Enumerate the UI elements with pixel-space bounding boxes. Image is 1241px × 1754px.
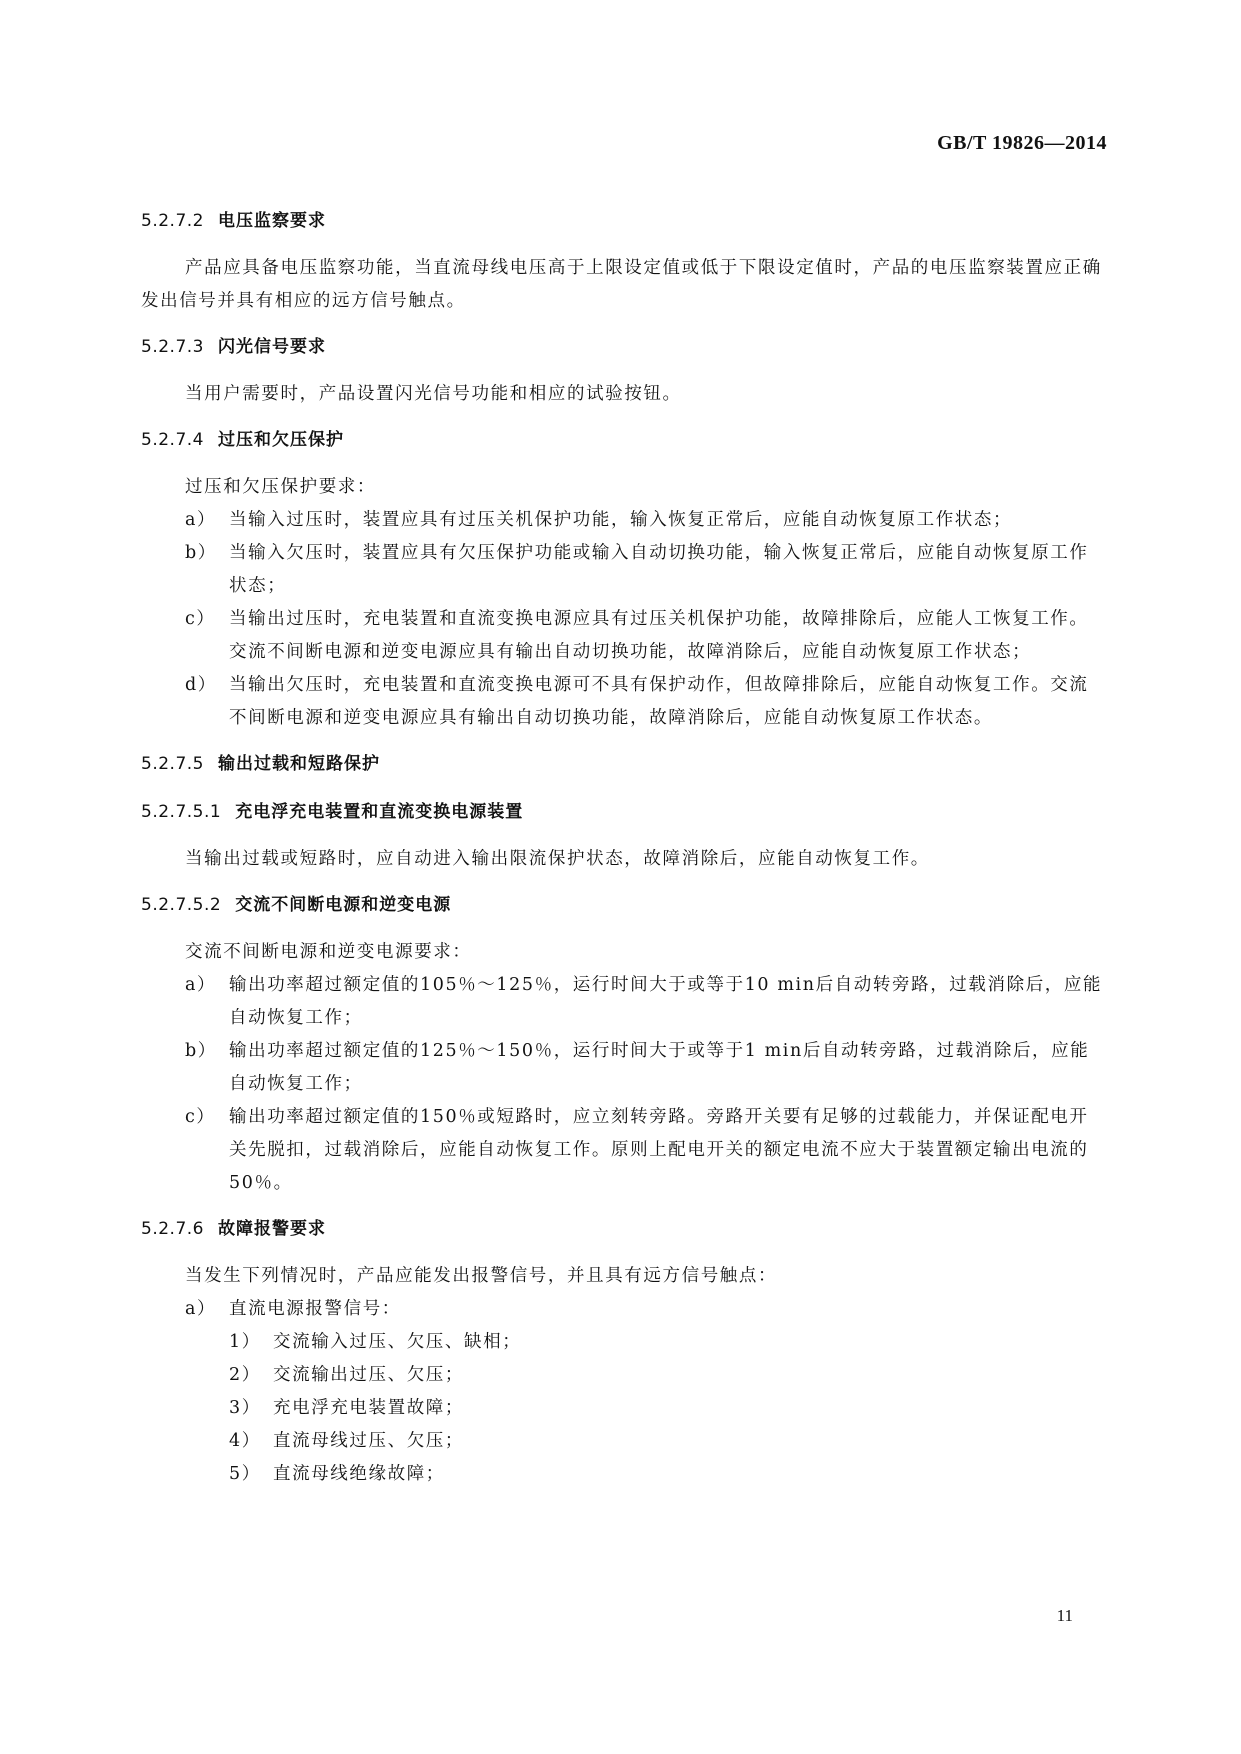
section-number: 5.2.7.3 [141,337,204,357]
section-number: 5.2.7.6 [141,1219,204,1239]
sub-list-label: 5） [229,1464,261,1484]
section-number: 5.2.7.5.2 [141,895,222,915]
sub-list-label: 3） [229,1398,261,1418]
list-label: a） [185,510,217,530]
paragraph: 产品应具备电压监察功能，当直流母线电压高于上限设定值或低于下限设定值时，产品的电压监察装置应正确发出信号并具有相应的远方信号触点。 [141,258,1102,311]
sub-list-label: 1） [229,1332,261,1352]
list-intro: 交流不间断电源和逆变电源要求： [185,942,472,962]
list-text: 输出功率超过额定值的105％～125％，运行时间大于或等于10 min后自动转旁路，过载消除后，应能自动恢复工作； [229,975,1103,1028]
section-title: 输出过载和短路保护 [217,754,380,774]
section-heading-5-2-7-5 [141,747,1107,781]
page-content [141,204,1107,1491]
list [141,969,1107,1200]
list-item [141,1101,1107,1200]
list-label: c） [185,1107,216,1127]
paragraph: 当输出过载或短路时，应自动进入输出限流保护状态，故障消除后，应能自动恢复工作。 [185,849,930,869]
list-item [141,1035,1107,1101]
list-label: b） [185,1041,217,1061]
list-item [141,969,1107,1035]
section-number: 5.2.7.2 [141,211,204,231]
list-label: d） [185,675,217,695]
section-heading-5-2-7-5-2 [141,888,1107,922]
sub-list-text: 交流输入过压、欠压、缺相； [273,1332,522,1352]
section-title: 故障报警要求 [217,1219,326,1239]
list-item [141,537,1107,603]
list-intro: 当发生下列情况时，产品应能发出报警信号，并且具有远方信号触点： [185,1266,778,1286]
section-heading-5-2-7-2 [141,204,1107,238]
section-title: 电压监察要求 [217,211,326,231]
standard-code: GB/T 19826—2014 [937,132,1107,154]
list [141,504,1107,735]
sub-list-text: 充电浮充电装置故障； [273,1398,464,1418]
list-text: 直流电源报警信号： [229,1299,401,1319]
sub-list-label: 4） [229,1431,261,1451]
list-item [141,669,1107,735]
section-number: 5.2.7.5 [141,754,204,774]
section-title: 充电浮充电装置和直流变换电源装置 [235,802,524,822]
section-heading-5-2-7-4 [141,423,1107,457]
list-label: a） [185,1299,217,1319]
sub-list-item [141,1326,1107,1359]
section-number: 5.2.7.4 [141,430,204,450]
list-label: c） [185,609,216,629]
section-heading-5-2-7-6 [141,1212,1107,1246]
list-text: 当输出欠压时，充电装置和直流变换电源可不具有保护动作，但故障排除后，应能自动恢复工作。交流不间断电源和逆变电源应具有输出自动切换功能，故障消除后，应能自动恢复原工作状态。 [229,675,1089,728]
sub-list-item [141,1425,1107,1458]
sub-list-item [141,1359,1107,1392]
list-text: 当输入欠压时，装置应具有欠压保护功能或输入自动切换功能，输入恢复正常后，应能自动恢复原工作状态； [229,543,1089,596]
list-text: 输出功率超过额定值的125％～150％，运行时间大于或等于1 min后自动转旁路，过载消除后，应能自动恢复工作； [229,1041,1090,1094]
list-item [141,504,1107,537]
section-title: 过压和欠压保护 [217,430,344,450]
list-item [141,603,1107,669]
sub-list-label: 2） [229,1365,261,1385]
list-text: 输出功率超过额定值的150％或短路时，应立刻转旁路。旁路开关要有足够的过载能力，并保证配电开关先脱扣，过载消除后，应能自动恢复工作。原则上配电开关的额定电流不应大于装置额定输出电流的50％。 [229,1107,1089,1193]
section-title: 交流不间断电源和逆变电源 [235,895,452,915]
section-heading-5-2-7-3 [141,330,1107,364]
list-label: b） [185,543,217,563]
sub-list-item [141,1458,1107,1491]
list-text: 当输入过压时，装置应具有过压关机保护功能，输入恢复正常后，应能自动恢复原工作状态； [229,510,1013,530]
section-number: 5.2.7.5.1 [141,802,222,822]
list-text: 当输出过压时，充电装置和直流变换电源应具有过压关机保护功能，故障排除后，应能人工恢复工作。交流不间断电源和逆变电源应具有输出自动切换功能，故障消除后，应能自动恢复原工作状态； [229,609,1089,662]
sub-list-text: 直流母线绝缘故障； [273,1464,445,1484]
section-heading-5-2-7-5-1 [141,795,1107,829]
list-intro: 过压和欠压保护要求： [185,477,376,497]
sub-list-text: 交流输出过压、欠压； [273,1365,464,1385]
page-number: 11 [1056,1606,1073,1625]
list-label: a） [185,975,217,995]
list-item [141,1293,1107,1326]
sub-list-item [141,1392,1107,1425]
section-title: 闪光信号要求 [217,337,326,357]
sub-list-text: 直流母线过压、欠压； [273,1431,464,1451]
paragraph: 当用户需要时，产品设置闪光信号功能和相应的试验按钮。 [185,384,682,404]
